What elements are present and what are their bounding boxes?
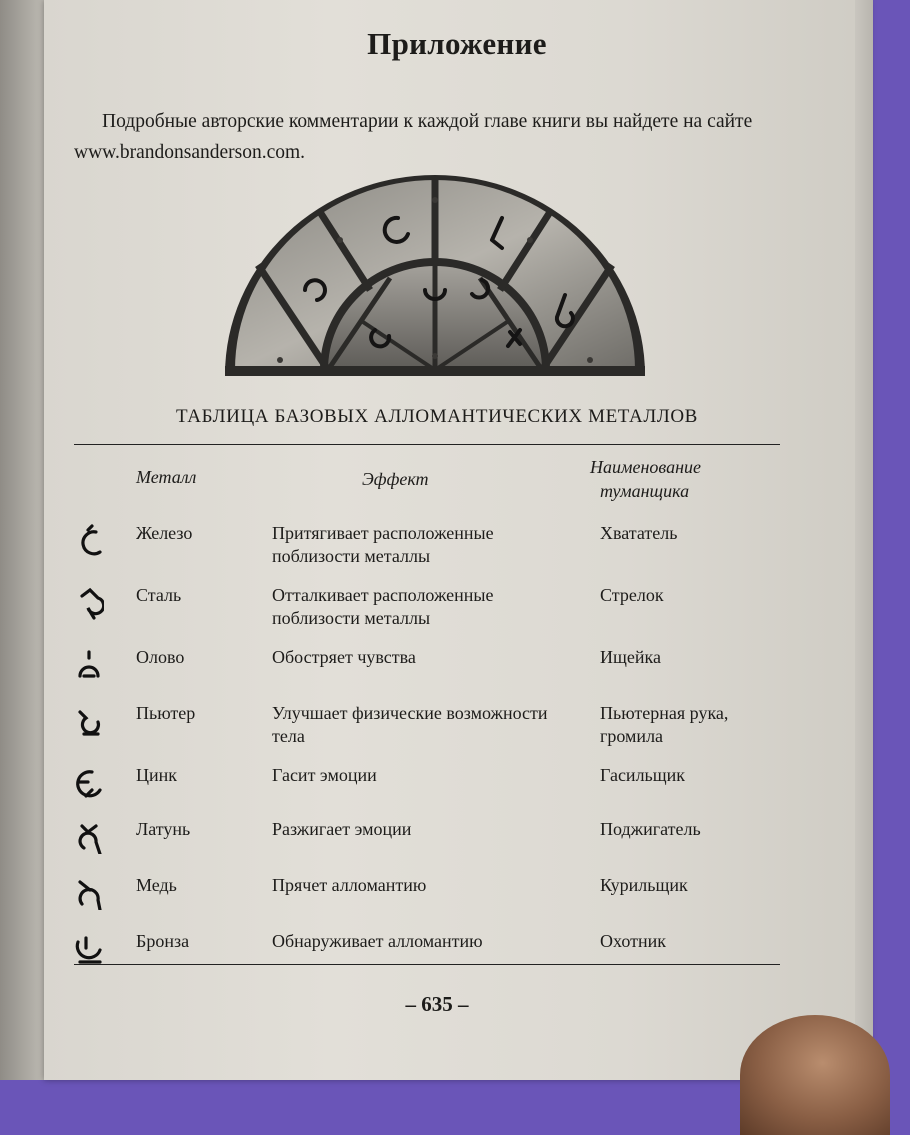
header-misting-line2: туманщика	[600, 481, 690, 501]
page-edge-strip	[855, 0, 873, 1080]
cell-effect: Разжигает эмоции	[272, 819, 412, 839]
header-metal: Металл	[136, 467, 197, 487]
thumb	[740, 1015, 890, 1135]
cell-effect: Притягивает расположенные поблизости металлы	[272, 523, 494, 566]
intro-paragraph: Подробные авторские комментарии к каждой главе книги вы найдете на сайте www.brandonsanderson.com.	[74, 111, 753, 163]
cell-misting-name: Стрелок	[600, 585, 664, 605]
header-misting-line1: Наименование	[590, 457, 702, 477]
table-title: ТАБЛИЦА БАЗОВЫХ АЛЛОМАНТИЧЕСКИХ МЕТАЛЛОВ	[176, 406, 698, 427]
cell-misting-name: Пьютерная рука, громила	[600, 703, 729, 746]
cell-metal: Железо	[136, 523, 193, 543]
header-effect: Эффект	[362, 469, 429, 489]
cell-effect: Улучшает физические возможности тела	[272, 703, 548, 746]
cell-misting-name: Курильщик	[600, 875, 688, 895]
cell-metal: Медь	[136, 875, 177, 895]
cell-misting-name: Гасильщик	[600, 765, 685, 785]
cell-effect: Обнаруживает алломантию	[272, 931, 483, 951]
table-bottom-rule	[74, 964, 780, 965]
cell-misting-name: Поджигатель	[600, 819, 701, 839]
cell-misting-name: Ищейка	[600, 647, 661, 667]
book-page	[44, 0, 870, 1080]
cell-metal: Бронза	[136, 931, 190, 951]
cell-effect: Гасит эмоции	[272, 765, 377, 785]
cell-effect: Прячет алломантию	[272, 875, 427, 895]
cell-effect: Обостряет чувства	[272, 647, 416, 667]
cell-metal: Латунь	[136, 819, 191, 839]
cell-effect: Отталкивает расположенные поблизости металлы	[272, 585, 494, 628]
allomantic-table-emblem	[220, 170, 650, 380]
table-top-rule	[74, 444, 780, 445]
page-number: – 635 –	[405, 992, 469, 1016]
cell-misting-name: Хвататель	[600, 523, 678, 543]
cell-metal: Цинк	[136, 765, 178, 785]
cell-metal: Сталь	[136, 585, 182, 605]
cell-misting-name: Охотник	[600, 931, 666, 951]
cell-metal: Пьютер	[136, 703, 196, 723]
page-title: Приложение	[367, 26, 547, 61]
cell-metal: Олово	[136, 647, 185, 667]
